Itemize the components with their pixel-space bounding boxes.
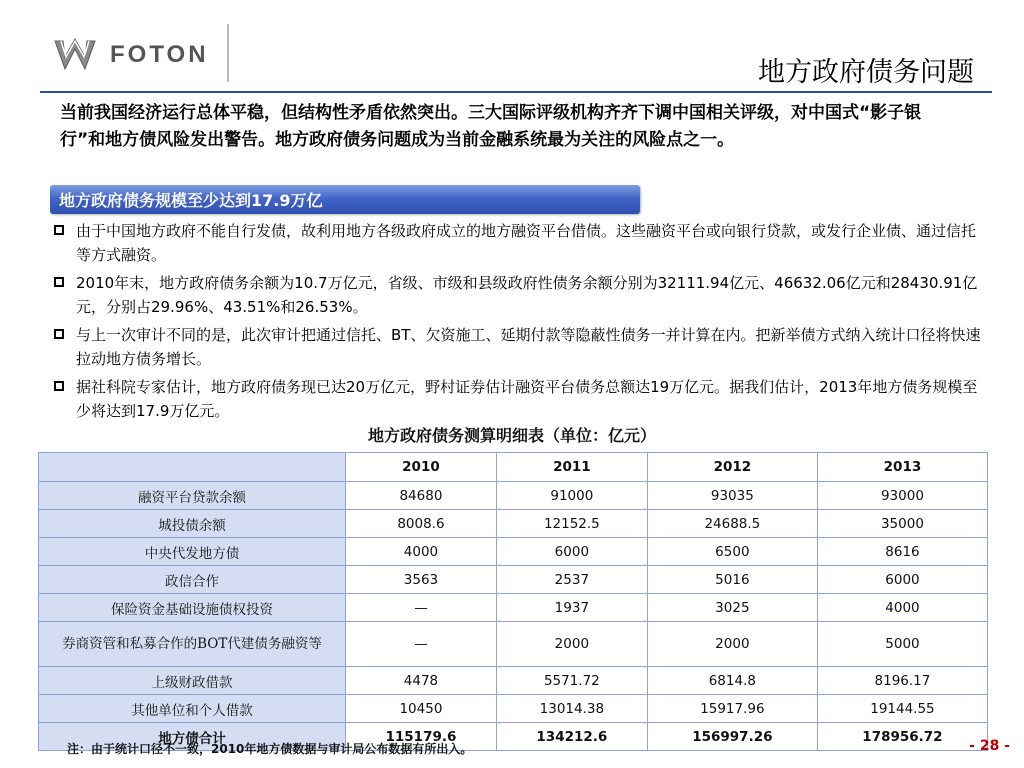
- table-cell: 3025: [647, 594, 817, 622]
- square-bullet-icon: [54, 225, 64, 235]
- table-cell: 115179.6: [346, 723, 497, 751]
- table-cell: 35000: [817, 510, 987, 538]
- table-header-row: [39, 453, 988, 482]
- row-label: 城投债余额: [39, 510, 346, 538]
- table-cell: 5016: [647, 566, 817, 594]
- table-cell: 15917.96: [647, 695, 817, 723]
- table-cell: 178956.72: [817, 723, 987, 751]
- table-cell: 13014.38: [496, 695, 647, 723]
- table-row: [39, 594, 988, 622]
- table-cell: 84680: [346, 482, 497, 510]
- table-row: [39, 695, 988, 723]
- table-cell: 5000: [817, 622, 987, 667]
- row-label: 中央代发地方债: [39, 538, 346, 566]
- table-corner-cell: [39, 453, 346, 482]
- table-cell: 91000: [496, 482, 647, 510]
- table-row: [39, 622, 988, 667]
- bullet-text: 由于中国地方政府不能自行发债，故利用地方各级政府成立的地方融资平台借债。这些融资平台或向银行贷款，或发行企业债、通过信托等方式融资。: [76, 222, 977, 264]
- bullet-text: 据社科院专家估计，地方政府债务现已达20万亿元，野村证券估计融资平台债务总额达19万亿元。据我们估计，2013年地方债务规模至少将达到17.9万亿元。: [76, 378, 978, 420]
- table-cell: 8196.17: [817, 667, 987, 695]
- table-row: [39, 510, 988, 538]
- table-cell: 3563: [346, 566, 497, 594]
- row-label: 地方债合计: [39, 723, 346, 751]
- table-cell: 134212.6: [496, 723, 647, 751]
- intro-paragraph: 当前我国经济运行总体平稳，但结构性矛盾依然突出。三大国际评级机构齐齐下调中国相关评级，对中国式“影子银行”和地方债风险发出警告。地方政府债务问题成为当前金融系统最为关注的风险点之一。: [60, 103, 922, 150]
- debt-table: [38, 452, 988, 751]
- row-label: 上级财政借款: [39, 667, 346, 695]
- foton-emblem-icon: [52, 35, 98, 75]
- table-cell: 6000: [496, 538, 647, 566]
- row-label: 保险资金基础设施债权投资: [39, 594, 346, 622]
- table-cell: 8616: [817, 538, 987, 566]
- row-label: 其他单位和个人借款: [39, 695, 346, 723]
- bullet-item: [52, 271, 982, 319]
- bullet-text: 与上一次审计不同的是，此次审计把通过信托、BT、欠资施工、延期付款等隐蔽性债务一并计算在内。把新举债方式纳入统计口径将快速拉动地方债务增长。: [76, 326, 981, 368]
- logo-divider: [227, 24, 229, 82]
- table-cell: 8008.6: [346, 510, 497, 538]
- year-header: 2010: [346, 453, 497, 482]
- table-row: [39, 566, 988, 594]
- table-cell: 6814.8: [647, 667, 817, 695]
- row-label: 券商资管和私募合作的BOT代建债务融资等: [39, 622, 346, 667]
- table-cell: 19144.55: [817, 695, 987, 723]
- footnote: 注：由于统计口径不一致，2010年地方债数据与审计局公布数据有所出入。: [67, 742, 473, 756]
- year-header: 2013: [817, 453, 987, 482]
- table-cell: 2000: [496, 622, 647, 667]
- page-number: - 28 -: [969, 738, 1010, 754]
- square-bullet-icon: [54, 329, 64, 339]
- table-cell: —: [346, 622, 497, 667]
- table-cell: 93000: [817, 482, 987, 510]
- table-cell: 1937: [496, 594, 647, 622]
- square-bullet-icon: [54, 381, 64, 391]
- bullet-item: [52, 219, 982, 267]
- section-heading: 地方政府债务规模至少达到17.9万亿: [59, 191, 323, 210]
- table-cell: 10450: [346, 695, 497, 723]
- table-cell: 4000: [346, 538, 497, 566]
- table-cell: 2000: [647, 622, 817, 667]
- table-cell: 12152.5: [496, 510, 647, 538]
- row-label: 融资平台贷款余额: [39, 482, 346, 510]
- table-row: [39, 538, 988, 566]
- bullet-text: 2010年末，地方政府债务余额为10.7万亿元，省级、市级和县级政府性债务余额分别为32111.94亿元、46632.06亿元和28430.91亿元，分别占29.96%、43.51%和26.53%。: [76, 274, 978, 316]
- table-cell: 156997.26: [647, 723, 817, 751]
- section-heading-bar: [50, 185, 640, 214]
- table-cell: 4000: [817, 594, 987, 622]
- table-cell: 24688.5: [647, 510, 817, 538]
- bullet-item: [52, 323, 982, 371]
- title-rule: [40, 91, 992, 93]
- square-bullet-icon: [54, 277, 64, 287]
- foton-logo: [52, 30, 209, 80]
- year-header: 2012: [647, 453, 817, 482]
- table-cell: 93035: [647, 482, 817, 510]
- table-title: 地方政府债务测算明细表（单位：亿元）: [367, 426, 656, 445]
- table-cell: 4478: [346, 667, 497, 695]
- table-cell: 6500: [647, 538, 817, 566]
- table-cell: 2537: [496, 566, 647, 594]
- table-cell: 6000: [817, 566, 987, 594]
- table-row: [39, 667, 988, 695]
- slide-title: 地方政府债务问题: [758, 57, 974, 88]
- year-header: 2011: [496, 453, 647, 482]
- table-cell: —: [346, 594, 497, 622]
- bullet-list: [52, 219, 982, 427]
- brand-name: FOTON: [110, 41, 209, 68]
- row-label: 政信合作: [39, 566, 346, 594]
- table-row: [39, 482, 988, 510]
- bullet-item: [52, 375, 982, 423]
- table-cell: 5571.72: [496, 667, 647, 695]
